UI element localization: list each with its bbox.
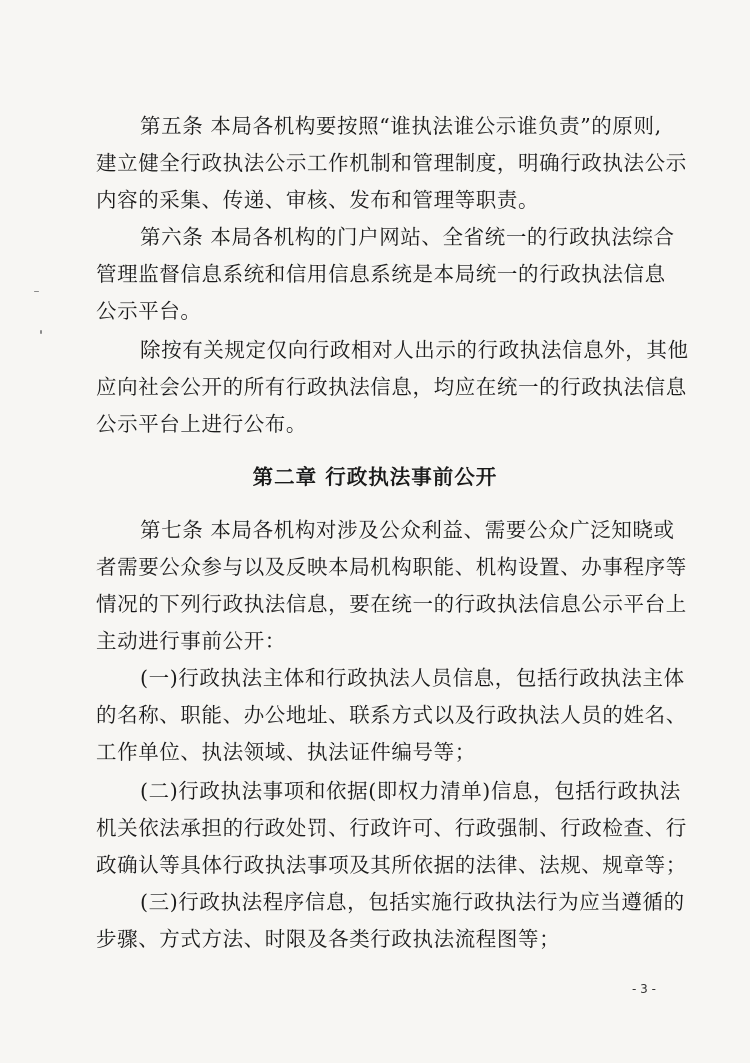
article-7-line-1: 第七条 本局各机构对涉及公众利益、需要公众广泛知晓或 — [140, 518, 675, 542]
public-disclosure-line-2: 应向社会公开的所有行政执法信息，均应在统一的行政执法信息 — [96, 375, 687, 399]
item-2-line-2: 机关依法承担的行政处罚、行政许可、行政强制、行政检查、行 — [96, 816, 687, 840]
chapter-2-title: 第二章 行政执法事前公开 — [252, 465, 498, 489]
item-3-line-1: (三)行政执法程序信息，包括实施行政执法行为应当遵循的 — [140, 890, 685, 914]
article-5-line-2: 建立健全行政执法公示工作机制和管理制度，明确行政执法公示 — [96, 151, 687, 175]
scan-speck — [34, 291, 39, 292]
public-disclosure-line-1: 除按有关规定仅向行政相对人出示的行政执法信息外，其他 — [140, 338, 689, 362]
article-6-line-3: 公示平台。 — [96, 299, 202, 323]
item-1-line-3: 工作单位、执法领域、执法证件编号等； — [96, 740, 476, 764]
article-7-line-4: 主动进行事前公开： — [96, 629, 286, 653]
article-6-line-2: 管理监督信息系统和信用信息系统是本局统一的行政执法信息 — [96, 262, 666, 286]
article-5-line-1: 第五条 本局各机构要按照“谁执法谁公示谁负责”的原则, — [140, 114, 662, 138]
item-1-line-1: (一)行政执法主体和行政执法人员信息，包括行政执法主体 — [140, 666, 685, 690]
article-7-line-3: 情况的下列行政执法信息，要在统一的行政执法信息公示平台上 — [96, 592, 687, 616]
article-7-line-2: 者需要公众参与以及反映本局机构职能、机构设置、办事程序等 — [96, 555, 687, 579]
item-2-line-1: (二)行政执法事项和依据(即权力清单)信息，包括行政执法 — [140, 779, 681, 803]
item-2-line-3: 政确认等具体行政执法事项及其所依据的法律、法规、规章等； — [96, 853, 687, 877]
item-3-line-2: 步骤、方式方法、时限及各类行政执法流程图等； — [96, 927, 561, 951]
article-5-line-3: 内容的采集、传递、审核、发布和管理等职责。 — [96, 188, 540, 212]
scan-speck — [40, 330, 42, 334]
public-disclosure-line-3: 公示平台上进行公布。 — [96, 412, 307, 436]
article-6-line-1: 第六条 本局各机构的门户网站、全省统一的行政执法综合 — [140, 225, 675, 249]
page-number: - 3 - — [632, 982, 656, 996]
item-1-line-2: 的名称、职能、办公地址、联系方式以及行政执法人员的姓名、 — [96, 703, 687, 727]
